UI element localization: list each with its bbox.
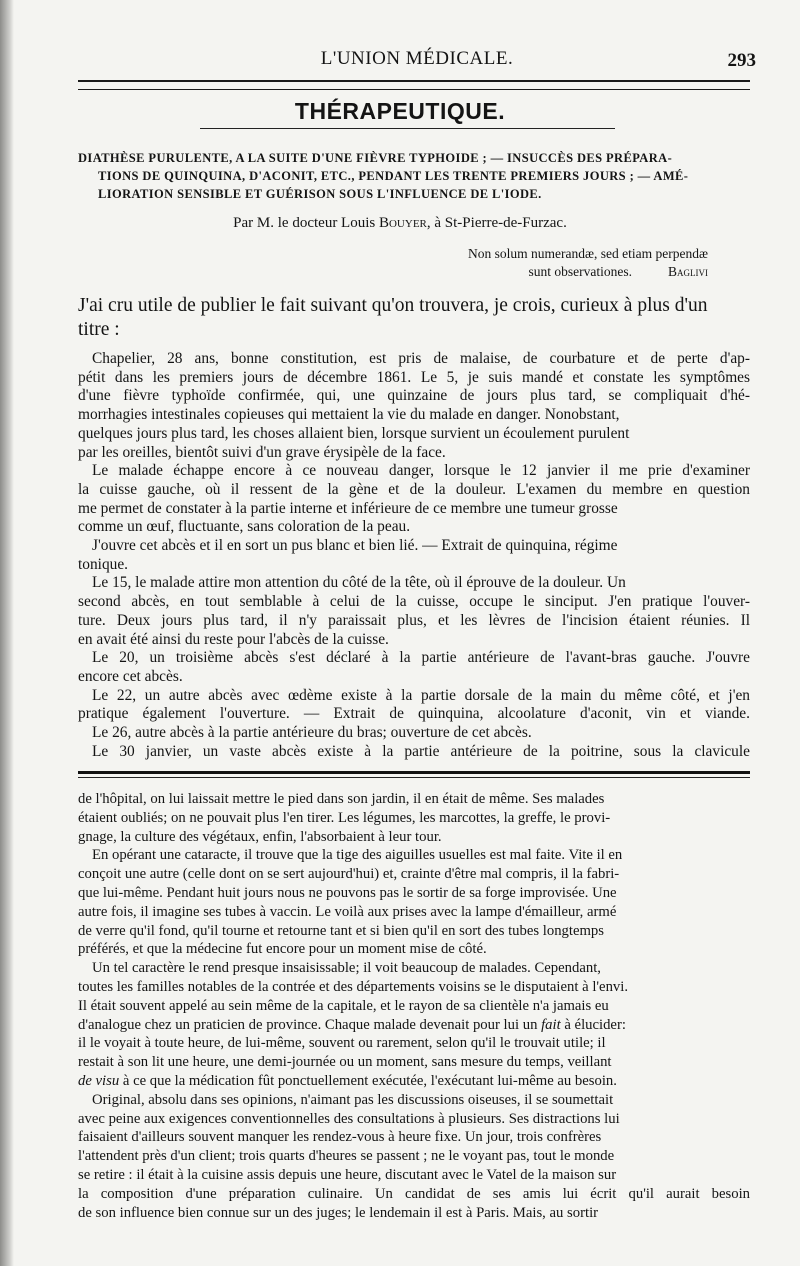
text-line: restait à son lit une heure, une demi-journée ou un moment, sans mesure du temps, veillant bbox=[78, 1054, 612, 1071]
text-line: Le malade échappe encore à ce nouveau danger, lorsque le 12 janvier il me prie d'examiner bbox=[92, 462, 750, 480]
text-line: Un tel caractère le rend presque insaisissable; il voit beaucoup de malades. Cependant, bbox=[92, 960, 601, 977]
feuilleton-rule-thin bbox=[78, 777, 750, 778]
text-line: de l'hôpital, on lui laissait mettre le pied dans son jardin, il en était de même. Ses malades bbox=[78, 791, 605, 807]
text-line: pratique également l'ouverture. — Extrait de quinquina, alcoolature d'aconit, vin et viande. bbox=[78, 705, 750, 723]
text-line: encore cet abcès. bbox=[78, 667, 183, 685]
article-heading-line: TIONS DE QUINQUINA, D'ACONIT, ETC., PENDANT LES TRENTE PREMIERS JOURS ; — AMÉ- bbox=[98, 169, 689, 183]
byline-prefix: Par M. le docteur Louis bbox=[233, 215, 379, 231]
text-line: ture. Deux jours plus tard, il n'y paraissait plus, et les lèvres de l'incision étaient réunies. Il bbox=[78, 611, 750, 629]
epigraph-author: Baglivi bbox=[668, 264, 708, 279]
text-line: de son influence bien connue sur un des juges; le lendemain il est à Paris. Mais, au sortir bbox=[78, 1204, 599, 1221]
text-line: en avait été ainsi du reste pour l'abcès de la cuisse. bbox=[78, 630, 389, 648]
italic-word: de visu bbox=[78, 1072, 120, 1089]
author-name: Bouyer bbox=[378, 215, 427, 231]
running-title: L'UNION MÉDICALE. bbox=[320, 48, 514, 69]
text-line: quelques jours plus tard, les choses allaient bien, lorsque survient un écoulement purulent bbox=[78, 424, 630, 442]
lead-line: titre : bbox=[78, 319, 120, 340]
text-line: avec peine aux exigences conventionnelles des consultations à plusieurs. Ses distractions lui bbox=[78, 1110, 620, 1127]
epigraph-line bbox=[408, 263, 708, 281]
byline-suffix: , à St-Pierre-de-Furzac. bbox=[426, 215, 567, 231]
title-rule bbox=[200, 128, 615, 129]
article-heading-line: DIATHÈSE PURULENTE, A LA SUITE D'UNE FIÈVRE TYPHOIDE ; — INSUCCÈS DES PRÉPARA- bbox=[78, 151, 673, 165]
text-line: gnage, la culture des végétaux, enfin, l'absorbaient à leur tour. bbox=[78, 828, 442, 845]
text-line: la cuisse gauche, où il ressent de la gène et de la douleur. L'examen du membre en question bbox=[78, 480, 750, 498]
lead-line: J'ai cru utile de publier le fait suivant qu'on trouvera, je crois, curieux à plus d'un bbox=[78, 295, 708, 316]
text-line: d'une fièvre typhoïde confirmée, qui, une quinzaine de jours plus tard, se compliquait d'hé- bbox=[78, 387, 750, 405]
feuilleton-text bbox=[78, 790, 752, 1222]
text-line: Le 22, un autre abcès avec œdème existe à la partie dorsale de la main du même côté, et j'en bbox=[92, 686, 750, 704]
text-line: second abcès, en tout semblable à celui de la cuisse, occupe le sinciput. J'en pratique l'ouver- bbox=[78, 593, 750, 611]
text-line: Le 30 janvier, un vaste abcès existe à la partie antérieure de la poitrine, sous la clavicule bbox=[92, 742, 750, 760]
lead-paragraph bbox=[78, 294, 750, 342]
header-rule bbox=[78, 80, 750, 82]
text-line: la composition d'une préparation culinaire. Un candidat de ses amis lui écrit qu'il aurait besoin bbox=[78, 1185, 750, 1202]
page-number: 293 bbox=[727, 50, 756, 71]
article-heading-line: LIORATION SENSIBLE ET GUÉRISON SOUS L'INFLUENCE DE L'IODE. bbox=[98, 187, 542, 201]
text-line: autre fois, il imagine ses tubes à vaccin. Le voilà aux prises avec la lampe d'émailleur, armé bbox=[78, 903, 617, 920]
page-header bbox=[78, 48, 756, 78]
feuilleton-rule bbox=[78, 771, 750, 774]
text-line: l'attendent près d'un client; trois quarts d'heures se passent ; ne le voyant pas, tout le monde bbox=[78, 1148, 615, 1165]
epigraph-line-2: sunt observationes. bbox=[528, 264, 632, 279]
epigraph bbox=[408, 245, 708, 281]
text-line: il le voyait à toute heure, de lui-même, souvent ou rarement, selon qu'il le trouvait utile; il bbox=[78, 1035, 606, 1052]
text-line: conçoit une autre (celle dont on se sert aujourd'hui) et, crainte d'être mal compris, il la fabri- bbox=[78, 866, 620, 883]
text-line: Il était souvent appelé au sein même de la capitale, et le rayon de sa clientèle n'a jamais eu bbox=[78, 997, 609, 1014]
text-line: comme un œuf, fluctuante, sans coloration de la peau. bbox=[78, 518, 411, 536]
epigraph-line: Non solum numerandæ, sed etiam perpendæ bbox=[468, 246, 708, 261]
header-rule-thin bbox=[78, 89, 750, 90]
text-line: par les oreilles, bientôt suivi d'un grave érysipèle de la face. bbox=[78, 443, 446, 461]
text-line: faisaient d'ailleurs souvent manquer les rendez-vous à heure fixe. Un jour, trois confrères bbox=[78, 1129, 602, 1146]
text-line: étaient oubliés; on ne pouvait plus l'en tirer. Les légumes, les marcottes, la greffe, le provi- bbox=[78, 809, 611, 826]
text-line: de verre qu'il fond, qu'il tourne et retourne tant et si bien qu'il en sort des tubes longtemps bbox=[78, 922, 604, 939]
text-line bbox=[78, 1072, 752, 1091]
text-line bbox=[78, 1016, 752, 1035]
text-fragment: à ce que la médication fût ponctuellement exécutée, l'exécutant lui-même au besoin. bbox=[119, 1072, 617, 1089]
text-line: Le 15, le malade attire mon attention du côté de la tête, où il éprouve de la douleur. Un bbox=[92, 574, 626, 592]
text-line: Original, absolu dans ses opinions, n'aimant pas les discussions oiseuses, il se soumettait bbox=[92, 1091, 614, 1108]
text-line: J'ouvre cet abcès et il en sort un pus blanc et bien lié. — Extrait de quinquina, régime bbox=[92, 537, 618, 555]
article-heading bbox=[78, 149, 754, 203]
text-line: tonique. bbox=[78, 555, 129, 573]
text-line: Chapelier, 28 ans, bonne constitution, est pris de malaise, de courbature et de perte d'ap- bbox=[92, 350, 750, 367]
text-line: pétit dans les premiers jours de décembre 1861. Le 5, je suis mandé et constate les symptômes bbox=[78, 368, 750, 386]
text-line: se retire : il était à la cuisine assis depuis une heure, discutant avec le Vatel de la maison sur bbox=[78, 1166, 617, 1183]
page-binding-shadow bbox=[0, 0, 14, 1266]
text-line: me permet de constater à la partie interne et inférieure de ce membre une tumeur grosse bbox=[78, 499, 618, 517]
text-line: En opérant une cataracte, il trouve que la tige des aiguilles usuelles est mal faite. Vite il en bbox=[92, 847, 623, 864]
section-title: THÉRAPEUTIQUE. bbox=[294, 98, 506, 124]
text-line: Le 26, autre abcès à la partie antérieure du bras; ouverture de cet abcès. bbox=[92, 724, 532, 742]
text-line: morrhagies intestinales copieuses qui mettaient la vie du malade en danger. Nonobstant, bbox=[78, 406, 620, 424]
byline bbox=[0, 215, 800, 232]
case-report-text bbox=[78, 350, 752, 761]
text-line: que lui-même. Pendant huit jours nous ne pouvons pas le sortir de sa forge improvisée. Une bbox=[78, 884, 617, 901]
text-line: Le 20, un troisième abcès s'est déclaré à la partie antérieure de l'avant-bras gauche. J'ouvre bbox=[92, 649, 750, 667]
text-fragment: à élucider: bbox=[560, 1016, 626, 1033]
text-line: préférés, et que la médecine fut encore pour un moment mise de côté. bbox=[78, 941, 487, 958]
italic-word: fait bbox=[541, 1016, 561, 1033]
text-line: toutes les familles notables de la contrée et des départements voisins se le disputaient à l'envi. bbox=[78, 978, 629, 995]
text-fragment: d'analogue chez un praticien de province. Chaque malade devenait pour lui un bbox=[78, 1016, 542, 1033]
